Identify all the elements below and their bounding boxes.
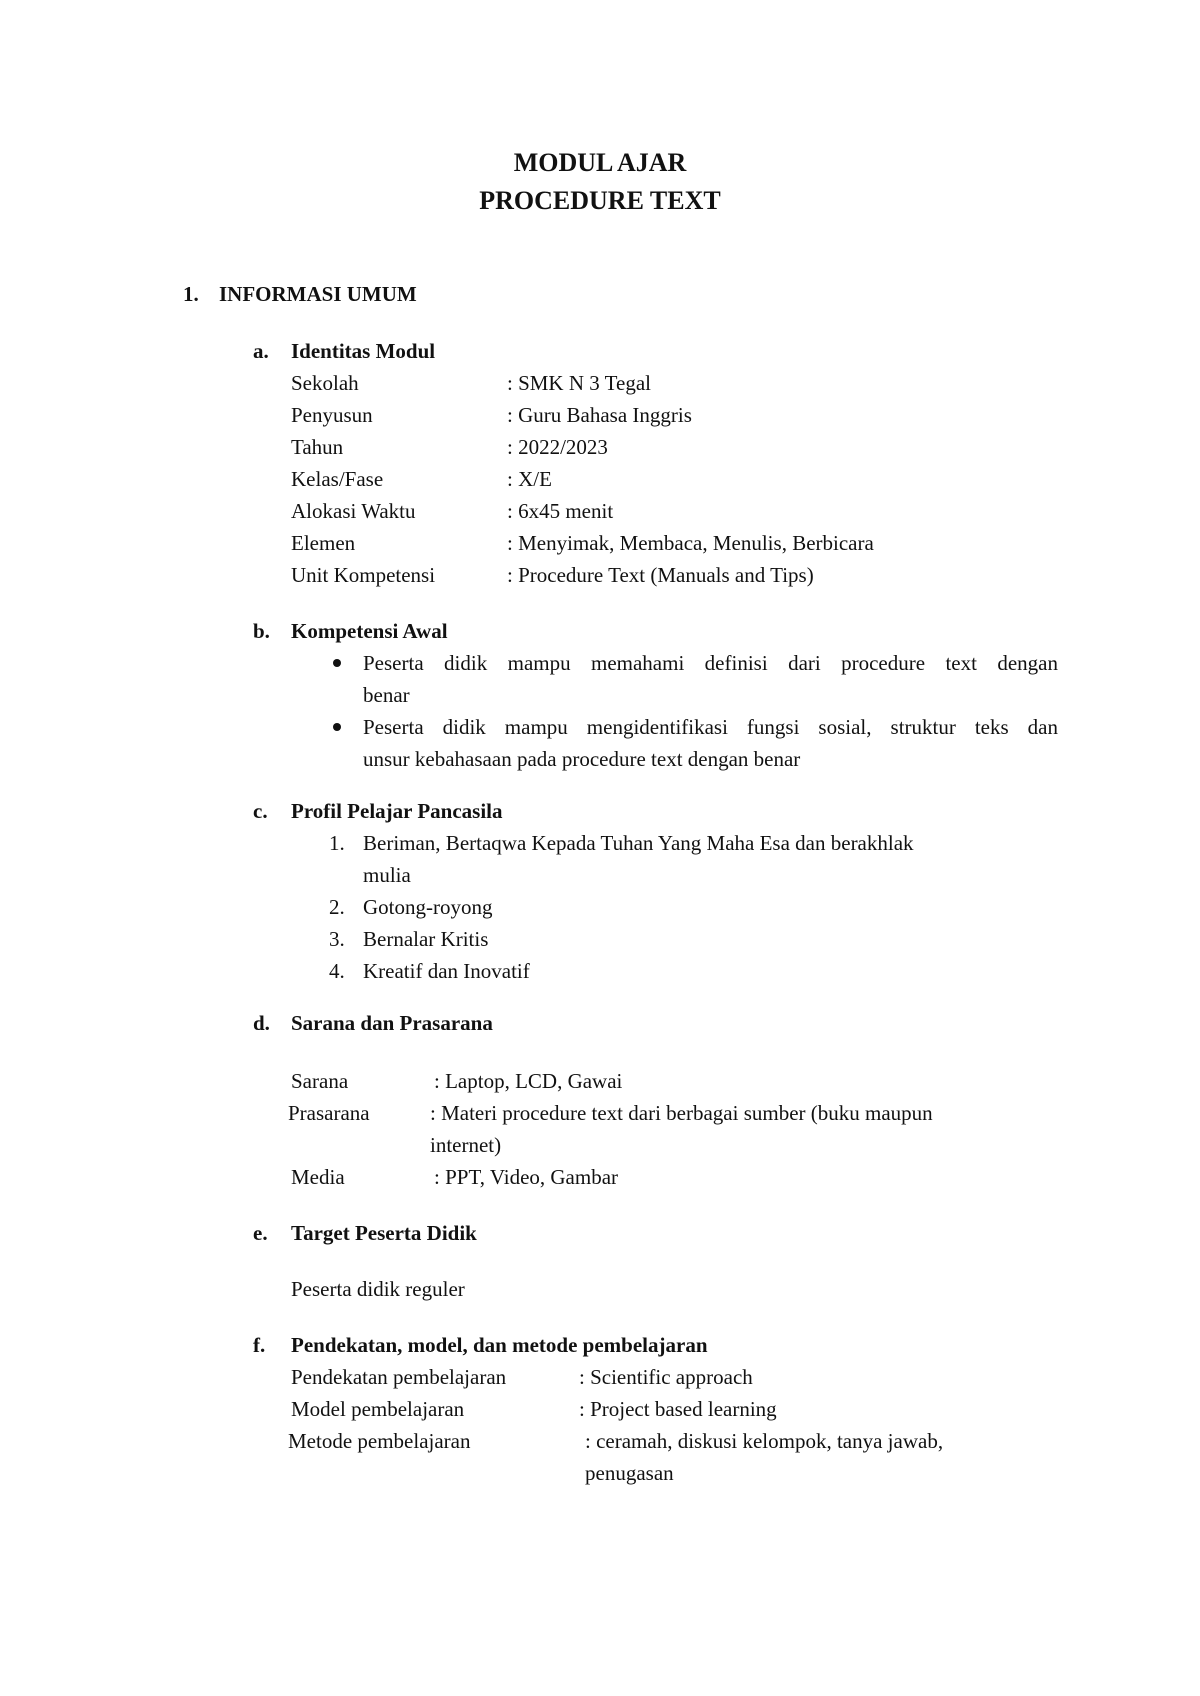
method-value: penugasan (585, 1461, 674, 1485)
list-number: 1. (329, 831, 345, 855)
doc-subtitle: PROCEDURE TEXT (479, 186, 721, 215)
identity-label: Penyusun (291, 403, 373, 427)
bullet-text: Peserta didik mampu mengidentifikasi fungsi sosial, struktur teks dan (363, 715, 1058, 739)
subsection-heading: Sarana dan Prasarana (291, 1011, 493, 1035)
bullet-text: Peserta didik mampu memahami definisi dari procedure text dengan (363, 651, 1058, 675)
subsection-letter: b. (253, 619, 270, 643)
bullet-text: benar (363, 683, 410, 707)
method-value: : Scientific approach (579, 1365, 753, 1389)
subsection-letter: a. (253, 339, 269, 363)
list-number: 3. (329, 927, 345, 951)
subsection-letter: d. (253, 1011, 270, 1035)
subsection-heading: Target Peserta Didik (291, 1221, 477, 1245)
method-value: : ceramah, diskusi kelompok, tanya jawab, (585, 1429, 944, 1453)
identity-value: : SMK N 3 Tegal (507, 371, 651, 395)
list-item: Gotong-royong (363, 895, 493, 919)
identity-label: Elemen (291, 531, 356, 555)
section-heading: INFORMASI UMUM (219, 282, 417, 306)
list-item: Beriman, Bertaqwa Kepada Tuhan Yang Maha Esa dan berakhlak (363, 831, 914, 855)
bullet-text: unsur kebahasaan pada procedure text dengan benar (363, 747, 801, 771)
subsection-letter: f. (253, 1333, 266, 1357)
identity-value: : Procedure Text (Manuals and Tips) (507, 563, 814, 587)
facility-value: internet) (430, 1133, 502, 1157)
facility-value: : Laptop, LCD, Gawai (434, 1069, 623, 1093)
identity-label: Unit Kompetensi (291, 563, 436, 587)
method-label: Metode pembelajaran (288, 1429, 471, 1453)
identity-value: : 6x45 menit (507, 499, 614, 523)
facility-label: Prasarana (288, 1101, 370, 1125)
list-number: 2. (329, 895, 345, 919)
facility-label: Sarana (291, 1069, 349, 1093)
subsection-letter: c. (253, 799, 268, 823)
identity-value: : X/E (507, 467, 552, 491)
method-value: : Project based learning (579, 1397, 777, 1421)
list-item: Kreatif dan Inovatif (363, 959, 530, 983)
subsection-heading: Pendekatan, model, dan metode pembelajaran (291, 1333, 708, 1357)
identity-label: Tahun (291, 435, 344, 459)
bullet-icon (333, 659, 341, 667)
method-label: Pendekatan pembelajaran (291, 1365, 507, 1389)
subsection-heading: Kompetensi Awal (291, 619, 448, 643)
facility-value: : PPT, Video, Gambar (434, 1165, 619, 1189)
method-label: Model pembelajaran (291, 1397, 465, 1421)
target-text: Peserta didik reguler (291, 1277, 465, 1301)
subsection-letter: e. (253, 1221, 268, 1245)
subsection-heading: Identitas Modul (291, 339, 436, 363)
doc-title: MODUL AJAR (513, 148, 687, 177)
facility-label: Media (291, 1165, 345, 1189)
list-item: Bernalar Kritis (363, 927, 489, 951)
identity-value: : 2022/2023 (507, 435, 608, 459)
bullet-icon (333, 723, 341, 731)
identity-label: Kelas/Fase (291, 467, 384, 491)
facility-value: : Materi procedure text dari berbagai sumber (buku maupun (430, 1101, 933, 1125)
identity-value: : Menyimak, Membaca, Menulis, Berbicara (507, 531, 874, 555)
identity-value: : Guru Bahasa Inggris (507, 403, 692, 427)
section-number: 1. (183, 282, 199, 306)
identity-label: Alokasi Waktu (291, 499, 416, 523)
identity-label: Sekolah (291, 371, 359, 395)
subsection-heading: Profil Pelajar Pancasila (291, 799, 503, 823)
list-item: mulia (363, 863, 411, 887)
list-number: 4. (329, 959, 345, 983)
